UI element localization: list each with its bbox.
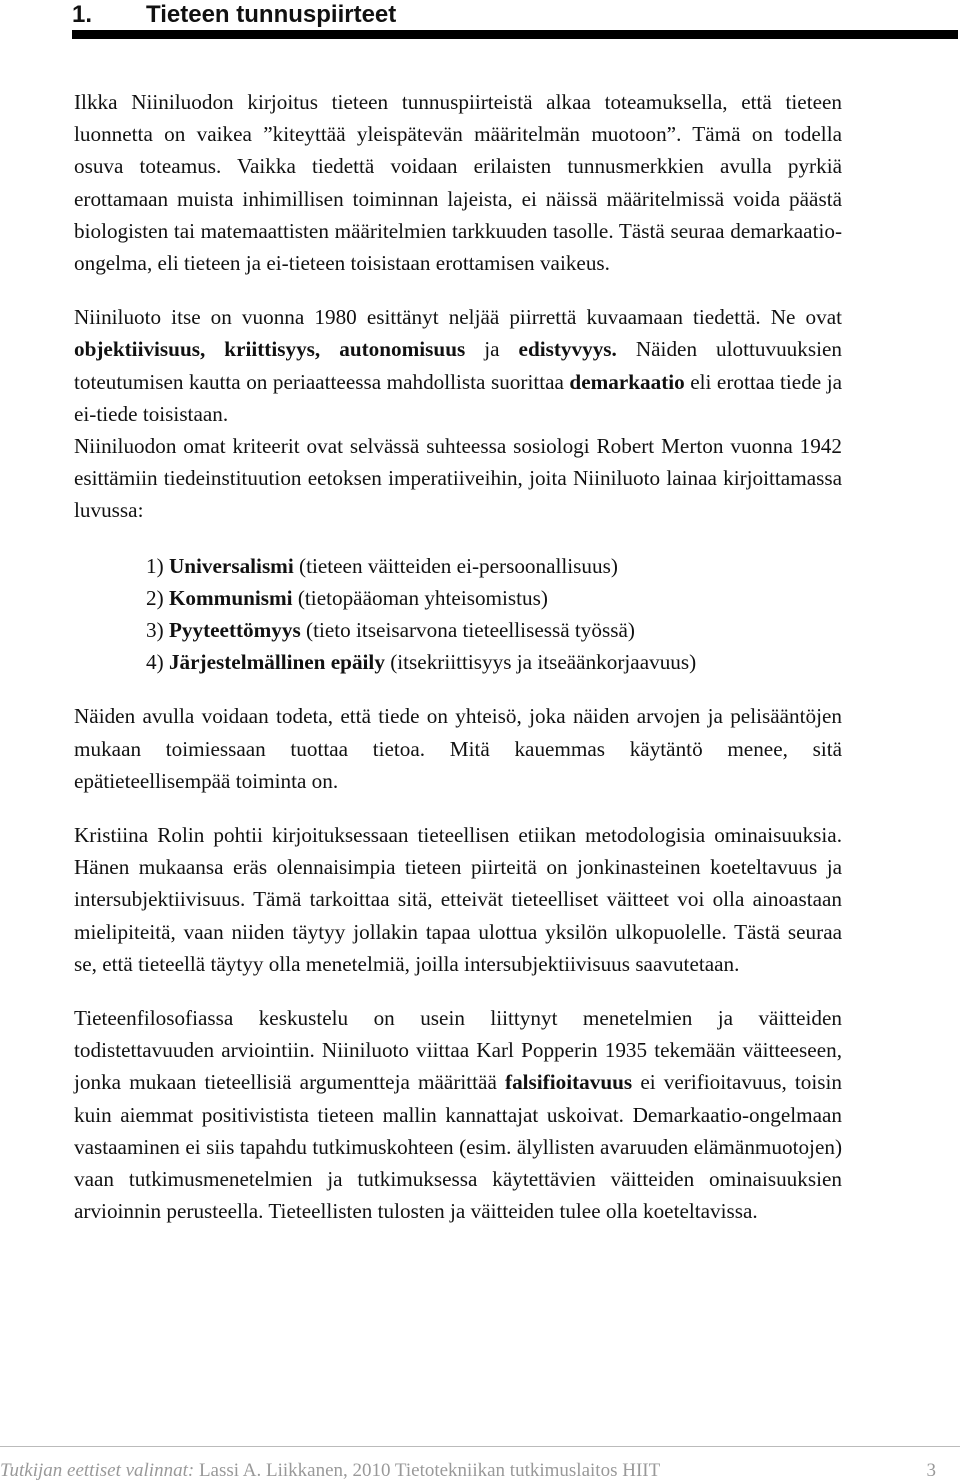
body-text <box>74 86 842 1228</box>
list-item <box>146 550 842 582</box>
paragraph-5: Kristiina Rolin pohtii kirjoituksessaan tieteellisen etiikan metodologisia ominaisuuksia. Hänen mukaansa eräs olennaisimpia tieteen piirteitä on jonkinasteinen koeteltavuus ja intersubjektiivisuus. Tämä tarkoittaa sitä, etteivät tieteelliset väitteet voi olla ainoastaan mielipiteitä, vaan niiden täytyy jollakin tapaa ulottua yksilön ulkopuolelle. Tästä seuraa se, että tieteellä täytyy olla menetelmiä, joilla intersubjektiivisuus saavutetaan. <box>74 823 842 976</box>
paragraph-2 <box>74 301 842 430</box>
list-item <box>146 646 842 678</box>
list-item <box>146 614 842 646</box>
footer-credit: Lassi A. Liikkanen, 2010 Tietotekniikan tutkimuslaitos HIIT <box>194 1460 661 1481</box>
paragraph-2-bold-b: edistyvyys. <box>518 337 617 362</box>
heading-rule <box>72 30 958 39</box>
paragraph-2-text-c: Näiden ulottuvuuksien toteutumisen kautta on periaatteessa mahdollista suorittaa <box>74 337 842 394</box>
paragraph-6 <box>74 1002 842 1227</box>
paragraph-3: Niiniluodon omat kriteerit ovat selvässä suhteessa sosiologi Robert Merton vuonna 1942 esittämiin tiedeinstituution eetoksen imperatiiveihin, joita Niiniluoto lainaa kirjoittamassa luvussa: <box>74 434 842 523</box>
list-term: Universalismi <box>168 553 294 578</box>
paragraph-2-text-d: eli erottaa tiede ja ei-tiede toisistaan. <box>74 369 842 426</box>
list-item <box>146 582 842 614</box>
list-number: 4) <box>146 650 164 675</box>
paragraph-2-bold-c: demarkaatio <box>569 369 685 394</box>
imperatives-list <box>146 550 842 679</box>
chapter-number: 1. <box>72 1 93 28</box>
chapter-heading <box>72 0 958 30</box>
list-desc: (tieteen väitteiden ei-persoonallisuus) <box>293 553 618 578</box>
paragraph-6-text-a: Tieteenfilosofiassa keskustelu on usein liittynyt menetelmien ja väitteiden todistettavuuden arviointiin. Niiniluoto viittaa Karl Popperin 1935 tekemään väitteeseen, jonka mukaan tieteellisiä argumentteja määrittää <box>74 1006 842 1095</box>
list-number: 3) <box>146 618 164 643</box>
footer-title: Tutkijan eettiset valinnat: <box>0 1460 195 1481</box>
list-desc: (itsekriittisyys ja itseäänkorjaavuus) <box>384 650 697 675</box>
list-desc: (tieto itseisarvona tieteellisessä työssä) <box>300 618 635 643</box>
paragraph-2-bold-a: objektiivisuus, kriittisyys, autonomisuus <box>74 337 466 362</box>
footer-rule <box>0 1446 960 1447</box>
chapter-title: Tieteen tunnuspiirteet <box>146 1 397 28</box>
footer-text <box>0 1460 738 1482</box>
list-number: 1) <box>146 553 164 578</box>
list-term: Kommunismi <box>168 585 293 610</box>
paragraph-2-text-a: Niiniluoto itse on vuonna 1980 esittänyt neljää piirrettä kuvaamaan tiedettä. Ne ovat <box>74 305 842 330</box>
list-term: Pyyteettömyys <box>168 618 301 643</box>
paragraph-1: Ilkka Niiniluodon kirjoitus tieteen tunnuspiirteistä alkaa toteamuksella, että tieteen luonnetta on vaikea ”kiteyttää yleispätevän määritelmän muotoon”. Tämä on todella osuva toteamus. Vaikka tiedettä voidaan erilaisten tunnusmerkkien avulla pyrkiä erottamaan muista inhimillisen toiminnan lajeista, ei näissä määritelmissä voida päästä biologisten tai matemaattisten määritelmien tarkkuuden tasolle. Tästä seuraa demarkaatio-ongelma, eli tieteen ja ei-tieteen toisistaan erottamisen vaikeus. <box>74 90 842 276</box>
paragraph-2-text-b: ja <box>465 337 519 362</box>
paragraph-4: Näiden avulla voidaan todeta, että tiede on yhteisö, joka näiden arvojen ja pelisääntöjen mukaan toimiessaan tuottaa tietoa. Mitä kauemmas käytäntö menee, sitä epätieteellisempää toiminta on. <box>74 704 842 793</box>
paragraph-6-bold-a: falsifioitavuus <box>505 1070 633 1095</box>
paragraph-6-text-b: ei verifioitavuus, toisin kuin aiemmat positivistista tieteen mallin kannattajat uskoivat. Demarkaatio-ongelmaan vastaaminen ei siis tapahdu tutkimuskohteen (esim. älyllisten avaruuden elämänmuotojen) vaan tutkimusmenetelmien ja tutkimuksessa käytettävien väitteiden ominaisuuksien arvioinnin perusteella. Tieteellisten tulosten ja väitteiden tulee olla koeteltavissa. <box>74 1070 842 1224</box>
page-number: 3 <box>926 1460 936 1481</box>
list-number: 2) <box>146 585 164 610</box>
list-term: Järjestelmällinen epäily <box>168 650 385 675</box>
list-desc: (tietopääoman yhteisomistus) <box>292 585 548 610</box>
